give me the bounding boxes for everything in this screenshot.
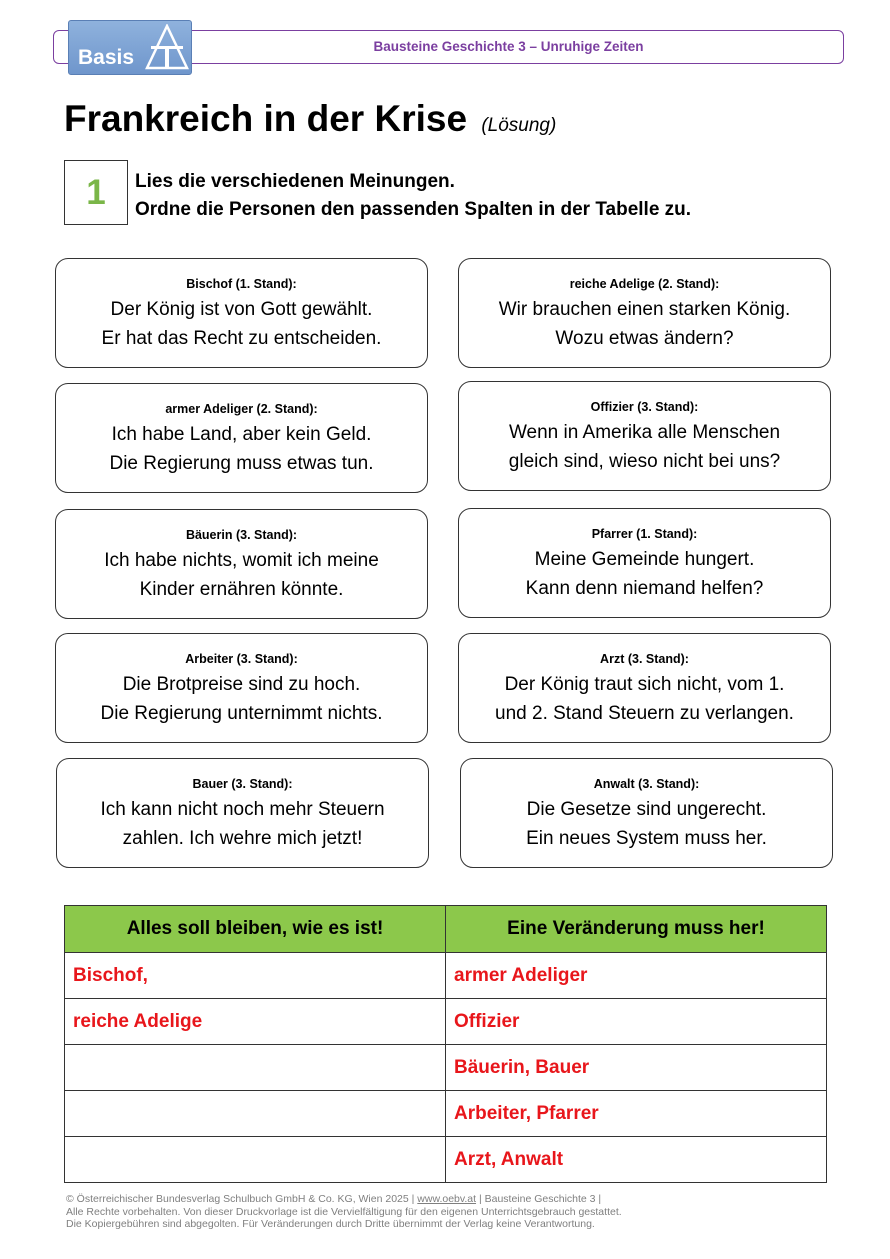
card-speaker: Anwalt (3. Stand): xyxy=(593,777,700,791)
footer-line-3: Die Kopiergebühren sind abgegolten. Für Veränderungen durch Dritte übernimmt der Verlag keine Verantwortung. xyxy=(66,1218,595,1230)
card-speaker: armer Adeliger (2. Stand): xyxy=(165,402,318,416)
card-speaker: Offizier (3. Stand): xyxy=(590,400,699,414)
opinion-card-anwalt xyxy=(460,758,833,868)
opinion-card-arbeiter xyxy=(55,633,428,743)
task-line-2: Ordne die Personen den passenden Spalten in der Tabelle zu. xyxy=(135,199,692,220)
card-quote-line-2: Wozu etwas ändern? xyxy=(555,328,734,349)
card-quote-line-2: gleich sind, wieso nicht bei uns? xyxy=(508,451,781,472)
table-row xyxy=(65,999,827,1045)
answer-table xyxy=(64,905,827,1183)
card-quote-line-1: Ich kann nicht noch mehr Steuern xyxy=(100,799,385,820)
table-cell: Bischof, xyxy=(65,953,446,999)
card-speaker: Bäuerin (3. Stand): xyxy=(185,528,298,542)
card-quote-line-2: Die Regierung muss etwas tun. xyxy=(109,453,374,474)
task-line-1: Lies die verschiedenen Meinungen. xyxy=(135,171,455,192)
opinion-card-pfarrer xyxy=(458,508,831,618)
triangle-logo-icon xyxy=(145,24,189,70)
opinion-card-armer-adeliger xyxy=(55,383,428,493)
card-speaker: Bischof (1. Stand): xyxy=(186,277,297,291)
column-header-keep: Alles soll bleiben, wie es ist! xyxy=(65,906,446,953)
footer-copyright: © Österreichischer Bundesverlag Schulbuch GmbH & Co. KG, Wien 2025 | xyxy=(66,1193,418,1205)
card-quote-line-1: Die Brotpreise sind zu hoch. xyxy=(122,674,361,695)
card-quote-line-1: Ich habe Land, aber kein Geld. xyxy=(111,424,372,445)
card-quote-line-1: Der König traut sich nicht, vom 1. xyxy=(504,674,785,695)
table-header-row xyxy=(65,906,827,953)
card-quote-line-1: Der König ist von Gott gewählt. xyxy=(110,299,373,320)
card-quote-line-2: Kinder ernähren könnte. xyxy=(139,579,344,600)
task-instructions xyxy=(135,168,691,224)
table-cell xyxy=(65,1137,446,1183)
table-cell: Arbeiter, Pfarrer xyxy=(446,1091,827,1137)
card-quote-line-2: Die Regierung unternimmt nichts. xyxy=(100,703,383,724)
page-title-main: Frankreich in der Krise xyxy=(64,98,468,139)
table-row xyxy=(65,953,827,999)
card-speaker: Pfarrer (1. Stand): xyxy=(591,527,698,541)
publisher-link[interactable]: www.oebv.at xyxy=(417,1193,477,1205)
card-quote-line-2: Er hat das Recht zu entscheiden. xyxy=(101,328,382,349)
card-speaker: Bauer (3. Stand): xyxy=(192,777,293,791)
opinion-card-arzt xyxy=(458,633,831,743)
page-title xyxy=(64,98,556,140)
footer-line-2: Alle Rechte vorbehalten. Von dieser Druckvorlage ist die Vervielfältigung für den eigenen Unterrichtsgebrauch gestattet. xyxy=(66,1205,622,1218)
logo-text: Basis xyxy=(78,46,135,69)
table-cell: Arzt, Anwalt xyxy=(446,1137,827,1183)
card-quote-line-1: Wenn in Amerika alle Menschen xyxy=(508,422,781,443)
card-quote-line-2: zahlen. Ich wehre mich jetzt! xyxy=(122,828,363,849)
column-header-change: Eine Veränderung muss her! xyxy=(446,906,827,953)
opinion-card-bischof xyxy=(55,258,428,368)
copyright-footer xyxy=(66,1193,786,1231)
opinion-card-offizier xyxy=(458,381,831,491)
card-quote-line-1: Die Gesetze sind ungerecht. xyxy=(526,799,767,820)
card-speaker: Arzt (3. Stand): xyxy=(600,652,689,666)
card-quote-line-1: Ich habe nichts, womit ich meine xyxy=(104,550,379,571)
table-cell: reiche Adelige xyxy=(65,999,446,1045)
basis-logo xyxy=(68,20,192,75)
series-title: Bausteine Geschichte 3 – Unruhige Zeiten xyxy=(373,39,644,54)
card-quote-line-2: Kann denn niemand helfen? xyxy=(525,578,764,599)
footer-series: | Bausteine Geschichte 3 | xyxy=(476,1193,602,1205)
card-quote-line-1: Meine Gemeinde hungert. xyxy=(534,549,755,570)
table-cell xyxy=(65,1091,446,1137)
task-number: 1 xyxy=(64,160,128,225)
table-cell: armer Adeliger xyxy=(446,953,827,999)
page-title-sub: (Lösung) xyxy=(481,115,557,136)
table-row xyxy=(65,1091,827,1137)
card-quote-line-2: Ein neues System muss her. xyxy=(526,828,767,849)
table-row xyxy=(65,1045,827,1091)
card-quote-line-1: Wir brauchen einen starken König. xyxy=(498,299,791,320)
footer-line-1 xyxy=(66,1193,786,1206)
opinion-card-reiche-adelige xyxy=(458,258,831,368)
opinion-card-baeuerin xyxy=(55,509,428,619)
table-cell xyxy=(65,1045,446,1091)
card-speaker: reiche Adelige (2. Stand): xyxy=(569,277,720,291)
card-quote-line-2: und 2. Stand Steuern zu verlangen. xyxy=(495,703,794,724)
table-row xyxy=(65,1137,827,1183)
opinion-card-bauer xyxy=(56,758,429,868)
table-cell: Bäuerin, Bauer xyxy=(446,1045,827,1091)
table-cell: Offizier xyxy=(446,999,827,1045)
card-speaker: Arbeiter (3. Stand): xyxy=(185,652,298,666)
